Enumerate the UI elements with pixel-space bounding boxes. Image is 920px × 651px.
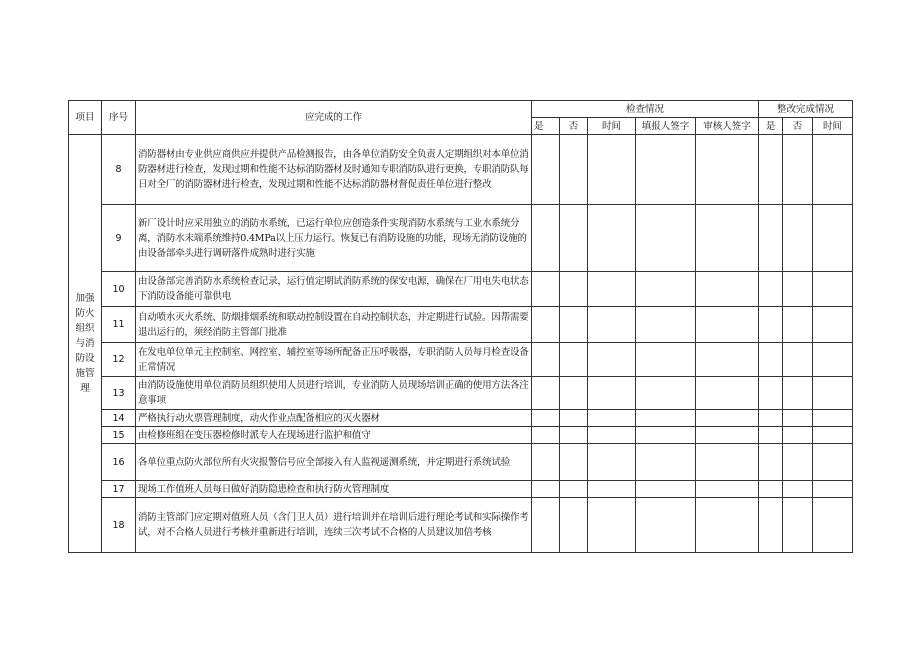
rect-yes-cell[interactable] [759,481,783,498]
rect-no-cell[interactable] [783,377,813,410]
check-no-cell[interactable] [560,481,588,498]
row-task: 严格执行动火票管理制度，动火作业点配备相应的灭火器材 [136,410,532,427]
row-task: 消防主管部门应定期对值班人员（含门卫人员）进行培训并在培训后进行理论考试和实际操作考试，对不合格人员进行考核并重新进行培训，连续三次考试不合格的人员建议加倍考核 [136,498,532,553]
rect-yes-cell[interactable] [759,343,783,377]
row-number: 16 [102,444,136,481]
check-no-cell[interactable] [560,307,588,343]
check-no-cell[interactable] [560,377,588,410]
rect-time-cell[interactable] [813,343,853,377]
table-row [69,135,853,205]
table-row [69,481,853,498]
rect-time-cell[interactable] [813,205,853,272]
category-cell: 加强防火组织与消防设施管理 [69,135,102,553]
rect-time-cell[interactable] [813,410,853,427]
header-rectification-status: 整改完成情况 [759,101,853,118]
rect-yes-cell[interactable] [759,377,783,410]
row-task: 现场工作值班人员每日做好消防隐患检查和执行防火管理制度 [136,481,532,498]
filler-sign-cell[interactable] [636,427,696,444]
check-yes-cell[interactable] [532,427,560,444]
reviewer-sign-cell[interactable] [696,498,759,553]
reviewer-sign-cell[interactable] [696,135,759,205]
row-number: 10 [102,272,136,307]
filler-sign-cell[interactable] [636,205,696,272]
reviewer-sign-cell[interactable] [696,377,759,410]
row-number: 12 [102,343,136,377]
rect-no-cell[interactable] [783,135,813,205]
rect-yes-cell[interactable] [759,410,783,427]
filler-sign-cell[interactable] [636,307,696,343]
row-task: 消防器材由专业供应商供应并提供产品检测报告，由各单位消防安全负责人定期组织对本单位消防器材进行检查，发现过期和性能不达标消防器材及时通知专职消防队进行更换，专职消防队每日对全厂的消防器材进行检查，发现过期和性能不达标消防器材督促责任单位进行整改 [136,135,532,205]
check-time-cell[interactable] [588,205,636,272]
rect-yes-cell[interactable] [759,135,783,205]
table-row [69,307,853,343]
header-check-no: 否 [560,118,588,135]
row-number: 13 [102,377,136,410]
check-no-cell[interactable] [560,135,588,205]
row-number: 9 [102,205,136,272]
rect-time-cell[interactable] [813,135,853,205]
header-rect-time: 时间 [813,118,853,135]
reviewer-sign-cell[interactable] [696,444,759,481]
inspection-table [68,100,853,553]
row-number: 15 [102,427,136,444]
header-check-time: 时间 [588,118,636,135]
row-number: 11 [102,307,136,343]
rect-no-cell[interactable] [783,205,813,272]
rect-time-cell[interactable] [813,498,853,553]
table-row [69,205,853,272]
row-task: 由设备部完善消防水系统检查记录，运行值定期试消防系统的保安电源，确保在厂用电失电状态下消防设备能可靠供电 [136,272,532,307]
row-number: 8 [102,135,136,205]
check-no-cell[interactable] [560,444,588,481]
rect-no-cell[interactable] [783,498,813,553]
check-yes-cell[interactable] [532,498,560,553]
rect-time-cell[interactable] [813,272,853,307]
header-filler-signature: 填报人签字 [636,118,696,135]
check-no-cell[interactable] [560,343,588,377]
reviewer-sign-cell[interactable] [696,343,759,377]
table-row [69,427,853,444]
table-row [69,410,853,427]
row-task: 自动喷水灭火系统、防烟排烟系统和联动控制设置在自动控制状态，并定期进行试验。因帮需要退出运行的，须经消防主管部门批准 [136,307,532,343]
check-time-cell[interactable] [588,135,636,205]
rect-yes-cell[interactable] [759,272,783,307]
row-number: 17 [102,481,136,498]
rect-no-cell[interactable] [783,307,813,343]
table-row [69,498,853,553]
header-reviewer-signature: 审核人签字 [696,118,759,135]
rect-yes-cell[interactable] [759,444,783,481]
rect-yes-cell[interactable] [759,427,783,444]
rect-time-cell[interactable] [813,307,853,343]
check-yes-cell[interactable] [532,481,560,498]
header-check-yes: 是 [532,118,560,135]
check-yes-cell[interactable] [532,444,560,481]
rect-time-cell[interactable] [813,481,853,498]
rect-yes-cell[interactable] [759,498,783,553]
header-project: 项目 [69,101,102,135]
row-number: 14 [102,410,136,427]
rect-no-cell[interactable] [783,481,813,498]
rect-time-cell[interactable] [813,444,853,481]
table-row [69,377,853,410]
check-no-cell[interactable] [560,427,588,444]
check-yes-cell[interactable] [532,205,560,272]
check-no-cell[interactable] [560,410,588,427]
reviewer-sign-cell[interactable] [696,481,759,498]
check-no-cell[interactable] [560,205,588,272]
check-time-cell[interactable] [588,444,636,481]
rect-no-cell[interactable] [783,427,813,444]
filler-sign-cell[interactable] [636,481,696,498]
header-rect-yes: 是 [759,118,783,135]
row-task: 在发电单位单元主控制室、网控室、辅控室等场所配备正压呼吸器，专职消防人员每月检查设备正常情况 [136,343,532,377]
header-serial: 序号 [102,101,136,135]
filler-sign-cell[interactable] [636,377,696,410]
rect-no-cell[interactable] [783,444,813,481]
check-time-cell[interactable] [588,410,636,427]
reviewer-sign-cell[interactable] [696,427,759,444]
header-work: 应完成的工作 [136,101,532,135]
check-yes-cell[interactable] [532,343,560,377]
reviewer-sign-cell[interactable] [696,410,759,427]
table-row [69,444,853,481]
table-row [69,272,853,307]
row-task: 新厂设计时应采用独立的消防水系统，已运行单位应创造条件实现消防水系统与工业水系统分离，消防水末端系统维持0.4MPa以上压力运行。恢复已有消防设施的功能，现场无消防设施的由设备部牵头进行调研落件成熟时进行实施 [136,205,532,272]
check-yes-cell[interactable] [532,377,560,410]
check-time-cell[interactable] [588,427,636,444]
check-time-cell[interactable] [588,498,636,553]
filler-sign-cell[interactable] [636,410,696,427]
filler-sign-cell[interactable] [636,272,696,307]
check-time-cell[interactable] [588,272,636,307]
check-yes-cell[interactable] [532,410,560,427]
check-time-cell[interactable] [588,481,636,498]
reviewer-sign-cell[interactable] [696,272,759,307]
filler-sign-cell[interactable] [636,444,696,481]
check-time-cell[interactable] [588,377,636,410]
check-yes-cell[interactable] [532,307,560,343]
row-task: 各单位重点防火部位所有火灾报警信号应全部接入有人监视遥测系统，并定期进行系统试验 [136,444,532,481]
filler-sign-cell[interactable] [636,498,696,553]
check-time-cell[interactable] [588,307,636,343]
rect-time-cell[interactable] [813,427,853,444]
check-time-cell[interactable] [588,343,636,377]
rect-no-cell[interactable] [783,410,813,427]
rect-no-cell[interactable] [783,272,813,307]
rect-yes-cell[interactable] [759,307,783,343]
filler-sign-cell[interactable] [636,343,696,377]
header-check-status: 检查情况 [532,101,759,118]
reviewer-sign-cell[interactable] [696,307,759,343]
check-yes-cell[interactable] [532,272,560,307]
reviewer-sign-cell[interactable] [696,205,759,272]
row-task: 由检修班组在变压器检修时派专人在现场进行监护和值守 [136,427,532,444]
check-no-cell[interactable] [560,498,588,553]
rect-yes-cell[interactable] [759,205,783,272]
row-task: 由消防设施使用单位消防员组织使用人员进行培训，专业消防人员现场培训正确的使用方法各注意事项 [136,377,532,410]
header-rect-no: 否 [783,118,813,135]
row-number: 18 [102,498,136,553]
check-no-cell[interactable] [560,272,588,307]
rect-time-cell[interactable] [813,377,853,410]
filler-sign-cell[interactable] [636,135,696,205]
rect-no-cell[interactable] [783,343,813,377]
check-yes-cell[interactable] [532,135,560,205]
table-row [69,343,853,377]
